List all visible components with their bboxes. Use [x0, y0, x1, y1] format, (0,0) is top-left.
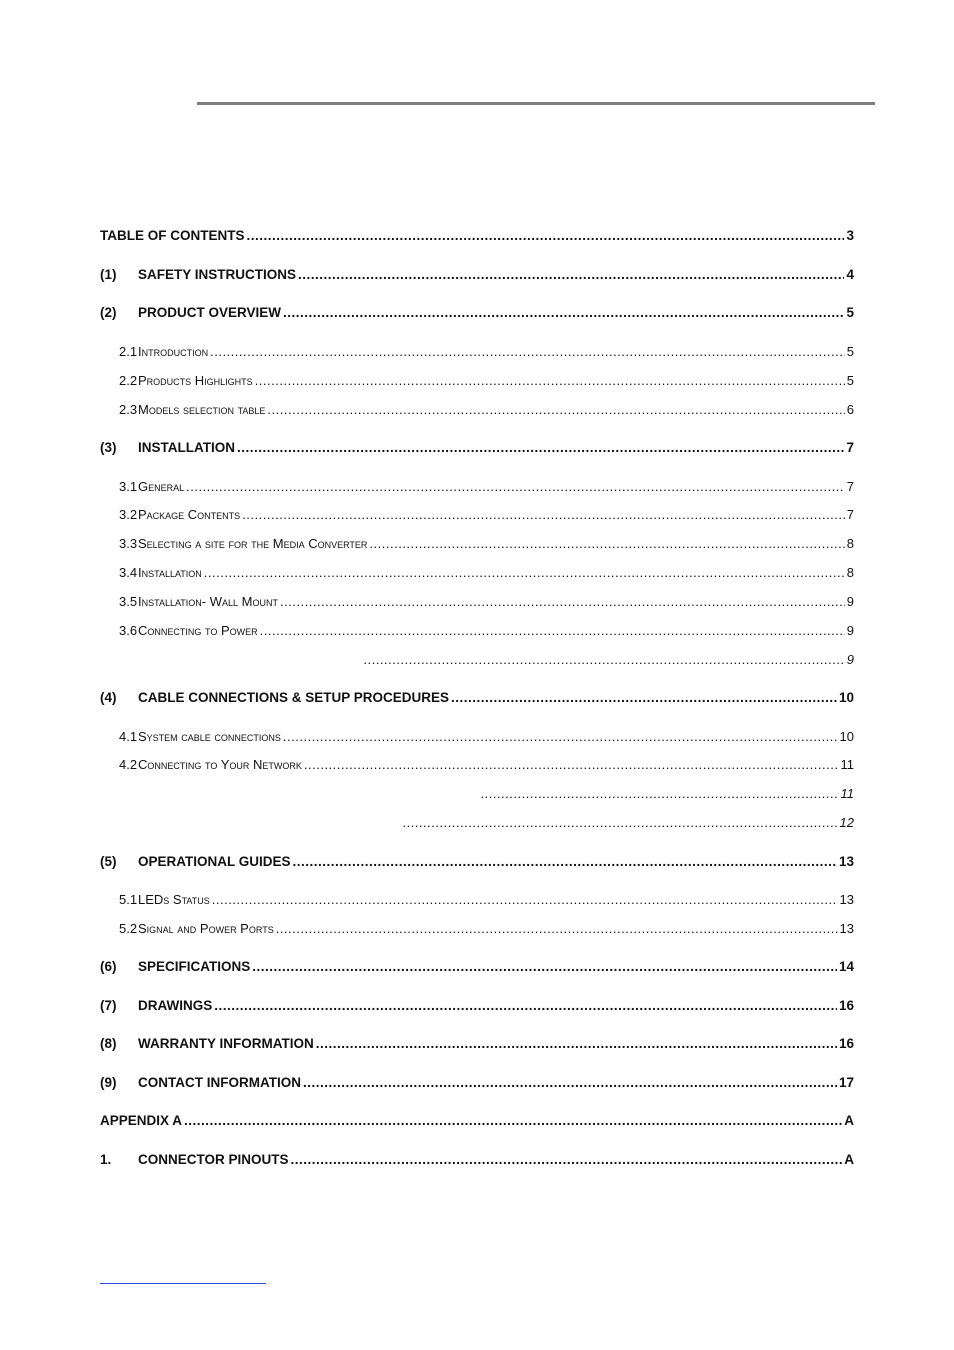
toc-entry-number: (4) [100, 690, 117, 705]
toc-entry-label: TABLE OF CONTENTS [100, 228, 245, 243]
toc-entry[interactable] [100, 850, 854, 870]
toc-entry-page: 7 [846, 507, 854, 522]
toc-entry[interactable] [100, 1071, 854, 1091]
toc-entry-page: 10 [838, 690, 854, 705]
toc-entry-page: 14 [838, 959, 854, 974]
toc-entry-number: 3.4 [119, 565, 138, 580]
toc-entry-number: 5.1 [119, 892, 138, 907]
toc-entry-label: Connecting to Power [138, 623, 258, 638]
dot-leader [276, 921, 838, 937]
toc-entry-label: INSTALLATION [138, 440, 235, 455]
toc-entry-number: 3.5 [119, 594, 138, 609]
toc-entry-number: (6) [100, 959, 117, 974]
dot-leader [237, 440, 844, 456]
toc-entry-number: (5) [100, 854, 117, 869]
toc-entry-page: 11 [840, 757, 854, 772]
toc-subentry[interactable] [100, 532, 854, 552]
toc-orphan-entry[interactable] [364, 648, 854, 668]
dot-leader [267, 402, 844, 418]
toc-subentry[interactable] [100, 917, 854, 937]
toc-subentry[interactable] [100, 725, 854, 745]
dot-leader [280, 594, 845, 610]
toc-entry[interactable] [100, 1109, 854, 1129]
toc-entry-label: General [138, 479, 185, 494]
toc-entry-label: CONTACT INFORMATION [138, 1075, 301, 1090]
toc-entry-page: 3 [846, 228, 854, 243]
toc-entry[interactable] [100, 301, 854, 321]
toc-entry-number: (9) [100, 1075, 117, 1090]
toc-entry-page: 13 [839, 892, 854, 907]
toc-entry-label: Installation- Wall Mount [138, 594, 278, 609]
toc-orphan-entry[interactable] [403, 811, 854, 831]
toc-entry-label: Package Contents [138, 507, 241, 522]
toc-subentry[interactable] [100, 753, 854, 773]
toc-entry-number: (1) [100, 267, 117, 282]
dot-leader [298, 267, 844, 283]
dot-leader [369, 536, 844, 552]
dot-leader [242, 507, 845, 523]
toc-subentry[interactable] [100, 340, 854, 360]
toc-entry-number: 2.3 [119, 402, 138, 417]
dot-leader [252, 959, 837, 975]
toc-entry-number: 4.2 [119, 757, 138, 772]
toc-entry-page: 16 [838, 1036, 854, 1051]
toc-entry-label: System cable connections [138, 729, 281, 744]
toc-entry-page: 8 [846, 565, 854, 580]
toc-entry-label: OPERATIONAL GUIDES [138, 854, 291, 869]
dot-leader [293, 854, 837, 870]
toc-entry-number: (3) [100, 440, 117, 455]
dot-leader [304, 757, 839, 773]
dot-leader [316, 1036, 837, 1052]
toc-entry[interactable] [100, 436, 854, 456]
dot-leader [291, 1152, 843, 1168]
toc-entry[interactable] [100, 224, 854, 244]
toc-entry-page: A [844, 1113, 854, 1128]
toc-entry-page: 6 [846, 402, 854, 417]
toc-entry-number: 2.1 [119, 344, 138, 359]
toc-entry-page: 5 [846, 344, 854, 359]
dot-leader [186, 479, 845, 495]
toc-entry-number: (2) [100, 305, 117, 320]
dot-leader [184, 1113, 842, 1129]
toc-entry-number: 4.1 [119, 729, 138, 744]
toc-entry-number: 3.1 [119, 479, 138, 494]
dot-leader [260, 623, 845, 639]
toc-entry-page: 4 [846, 267, 854, 282]
toc-entry-number: 5.2 [119, 921, 138, 936]
toc-entry-label: WARRANTY INFORMATION [138, 1036, 314, 1051]
toc-entry-page: 9 [846, 623, 854, 638]
toc-entry-label: Selecting a site for the Media Converter [138, 536, 368, 551]
toc-entry-label: Connecting to Your Network [138, 757, 302, 772]
dot-leader [212, 892, 838, 908]
toc-subentry[interactable] [100, 503, 854, 523]
toc-entry-page: 16 [838, 998, 854, 1013]
toc-subentry[interactable] [100, 561, 854, 581]
toc-entry-page: 13 [838, 854, 854, 869]
toc-entry-label: Models selection table [138, 402, 266, 417]
toc-subentry[interactable] [100, 369, 854, 389]
dot-leader [247, 228, 845, 244]
toc-entry-number: 1. [100, 1152, 112, 1167]
dot-leader [481, 786, 839, 802]
toc-entry-number: 3.2 [119, 507, 138, 522]
toc-subentry[interactable] [100, 590, 854, 610]
toc-entry-label: LEDs Status [138, 892, 210, 907]
toc-entry-page: 11 [840, 786, 854, 801]
toc-subentry[interactable] [100, 398, 854, 418]
toc-entry-page: 9 [846, 594, 854, 609]
toc-entry-label: CABLE CONNECTIONS & SETUP PROCEDURES [138, 690, 450, 705]
toc-entry-number: 2.2 [119, 373, 138, 388]
toc-entry-label: DRAWINGS [138, 998, 213, 1013]
toc-entry-page: 10 [839, 729, 854, 744]
toc-entry[interactable] [100, 686, 854, 706]
toc-subentry[interactable] [100, 475, 854, 495]
dot-leader [204, 565, 845, 581]
footer-link-underline[interactable] [100, 1283, 266, 1284]
toc-entry-number: 3.3 [119, 536, 138, 551]
toc-entry[interactable] [100, 955, 854, 975]
toc-entry-label: CONNECTOR PINOUTS [138, 1152, 289, 1167]
toc-entry-page: 5 [846, 305, 854, 320]
toc-entry-page: 9 [846, 652, 854, 667]
toc-entry[interactable] [100, 1032, 854, 1052]
toc-entry-number: (7) [100, 998, 117, 1013]
header-rule [197, 102, 875, 105]
toc-entry-label: SAFETY INSTRUCTIONS [138, 267, 297, 282]
toc-entry-page: A [844, 1152, 854, 1167]
toc-entry-label: Installation [138, 565, 202, 580]
toc-entry-label: Introduction [138, 344, 209, 359]
dot-leader [214, 998, 837, 1014]
dot-leader [403, 815, 838, 831]
dot-leader [283, 305, 844, 321]
dot-leader [210, 344, 845, 360]
toc-subentry[interactable] [100, 888, 854, 908]
toc-entry-page: 7 [846, 440, 854, 455]
dot-leader [303, 1075, 837, 1091]
toc-entry-page: 5 [846, 373, 854, 388]
toc-entry-number: 3.6 [119, 623, 138, 638]
toc-subentry[interactable] [100, 619, 854, 639]
dot-leader [451, 690, 837, 706]
dot-leader [255, 373, 845, 389]
toc-entry-label: Signal and Power Ports [138, 921, 274, 936]
toc-orphan-entry[interactable] [481, 782, 854, 802]
toc-entry-label: Products Highlights [138, 373, 253, 388]
toc-entry-page: 17 [838, 1075, 854, 1090]
toc-entry-number: (8) [100, 1036, 117, 1051]
toc-entry-page: 12 [839, 815, 854, 830]
dot-leader [364, 652, 845, 668]
toc-entry-page: 7 [846, 479, 854, 494]
toc-entry-label: APPENDIX A [100, 1113, 183, 1128]
toc-entry-label: SPECIFICATIONS [138, 959, 251, 974]
dot-leader [283, 729, 838, 745]
toc-entry[interactable] [100, 994, 854, 1014]
toc-entry-page: 8 [846, 536, 854, 551]
toc-entry-label: PRODUCT OVERVIEW [138, 305, 282, 320]
toc-entry[interactable] [100, 263, 854, 283]
toc-entry-page: 13 [839, 921, 854, 936]
toc-entry[interactable] [100, 1148, 854, 1168]
